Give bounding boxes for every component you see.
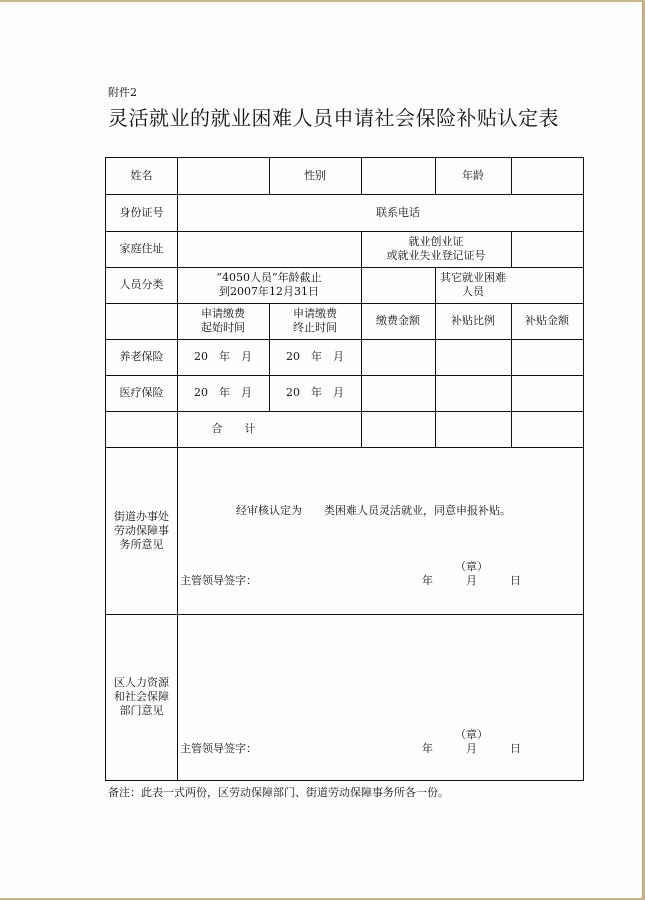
employment-cert-label: 就业创业证 或就业失业登记证号 [386,235,486,262]
district-dept-opinion-label: 区人力资源 和社会保障 部门意见 [114,676,169,717]
gender-label: 性别 [304,169,326,182]
category-4050-option: “4050人员”年龄截止 到2007年12月31日 [216,271,322,298]
medical-end-date[interactable]: 20 年 月 [286,386,344,399]
street-office-seal: （章） [455,560,488,573]
category-other-field[interactable] [512,268,582,302]
pension-subsidy-field[interactable] [512,340,582,374]
street-office-opinion-label: 街道办事处 劳动保障事 务所意见 [114,509,169,551]
attachment-label: 附件2 [108,86,137,99]
pension-label: 养老保险 [119,350,164,363]
col-ratio-header: 补贴比例 [451,314,495,327]
category-other-option: 其它就业困难 人员 [440,271,506,298]
pension-end-date[interactable]: 20 年 月 [286,350,344,363]
street-office-signature-field[interactable] [266,570,406,592]
footnote: 备注：此表一式两份，区劳动保障部门、街道劳动保障事务所各一份。 [108,786,449,799]
pension-ratio-field[interactable] [436,340,510,374]
medical-amount-field[interactable] [362,376,434,410]
address-field[interactable] [178,232,360,266]
gender-field[interactable] [362,159,434,193]
col-start-header: 申请缴费 起始时间 [201,307,245,334]
category-4050-field[interactable] [362,268,434,302]
medical-subsidy-field[interactable] [512,376,582,410]
district-dept-signature-label: 主管领导签字： [180,742,257,755]
phone-field[interactable] [436,195,582,230]
medical-start-date[interactable]: 20 年 月 [194,386,252,399]
total-label: 合 计 [211,422,256,435]
medical-label: 医疗保险 [119,386,164,399]
age-field[interactable] [512,159,582,193]
col-end-header: 申请缴费 终止时间 [293,307,337,334]
application-form-table [105,157,584,781]
district-dept-seal: （章） [455,728,488,741]
phone-label: 联系电话 [376,205,420,219]
employment-cert-field[interactable] [512,232,582,266]
total-ratio-field[interactable] [436,412,510,446]
street-office-signature-label: 主管领导签字： [180,574,257,587]
name-label: 姓名 [130,169,153,182]
pension-start-date[interactable]: 20 年 月 [194,350,252,363]
id-number-field[interactable] [178,195,360,230]
district-dept-date: 年 月 日 [422,742,521,755]
street-office-opinion-text: 经审核认定为 类困难人员灵活就业，同意申报补贴。 [236,504,511,517]
age-label: 年龄 [462,169,484,182]
id-number-label: 身份证号 [119,205,164,219]
name-field[interactable] [178,159,268,193]
page-title: 灵活就业的就业困难人员申请社会保险补贴认定表 [108,106,559,130]
document-page [0,2,643,898]
pension-amount-field[interactable] [362,340,434,374]
address-label: 家庭住址 [119,242,164,255]
medical-ratio-field[interactable] [436,376,510,410]
category-label: 人员分类 [119,278,164,291]
total-amount-field[interactable] [362,412,434,446]
col-subsidy-header: 补贴金额 [525,314,569,327]
district-dept-signature-field[interactable] [266,738,406,760]
col-amount-header: 缴费金额 [376,314,420,327]
street-office-date: 年 月 日 [422,574,521,587]
total-subsidy-field[interactable] [512,412,582,446]
